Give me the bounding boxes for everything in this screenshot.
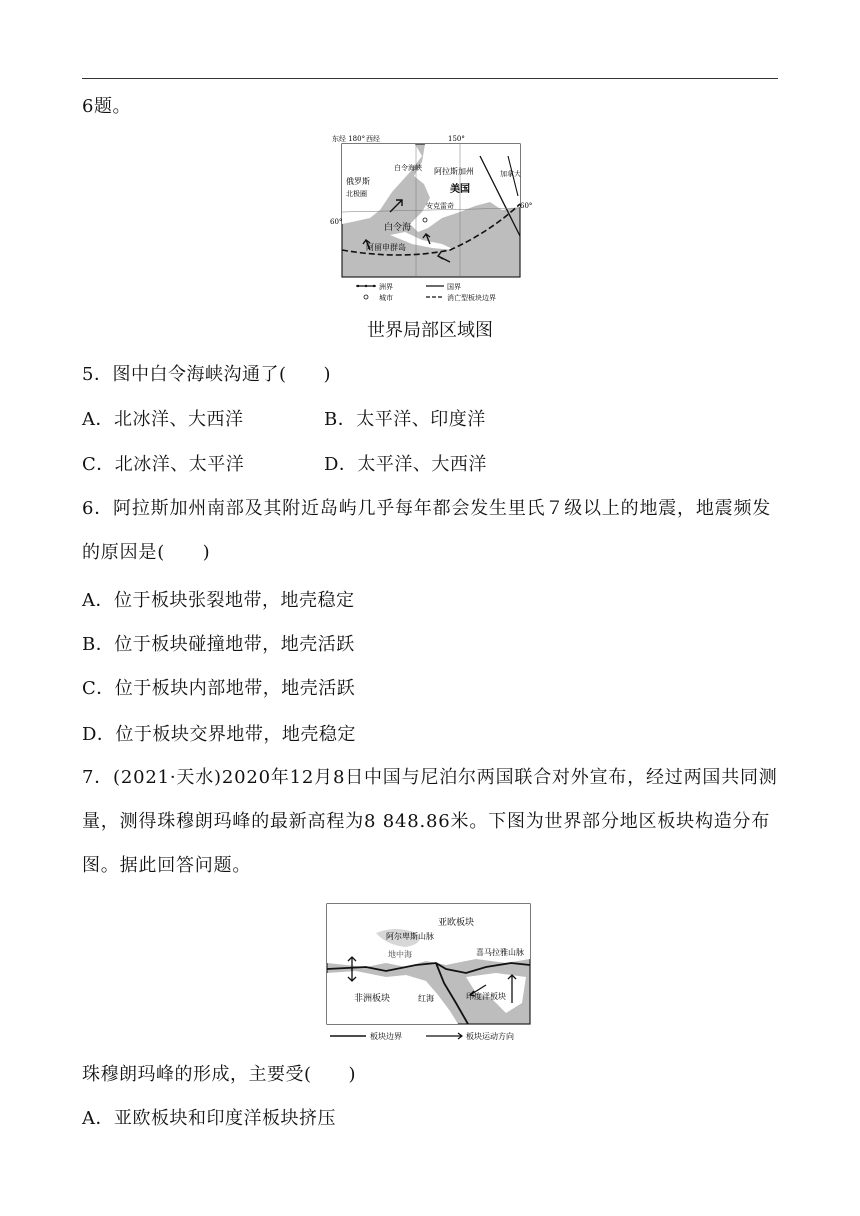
map1-legend-city: 城市: [379, 294, 393, 302]
map1-legend: [356, 282, 496, 302]
q7-stem: 7．(2021·天水)2020年12月8日中国与尼泊尔两国联合对外宣布，经过两国共同测量，测得珠穆朗玛峰的最新高程为8 848.86米。下图为世界部分地区板块构造分布图。据此回答问题。: [82, 767, 778, 876]
map2-indian-ocean-plate: 印度洋板块: [466, 992, 506, 1001]
map1-lat-left: 60°: [330, 218, 343, 226]
q6-option-c: C．位于板块内部地带，地壳活跃: [82, 678, 356, 699]
map1-bering-strait: 白令海峡: [394, 164, 422, 172]
map2-legend-boundary: 板块边界: [370, 1032, 402, 1041]
map2-legend-motion: 板块运动方向: [466, 1032, 514, 1041]
map1-caption: 世界局部区域图: [367, 320, 493, 341]
q6-stem: 6．阿拉斯加州南部及其附近岛屿几乎每年都会发生里氏７级以上的地震，地震频发的原因是( ): [82, 498, 772, 563]
map1-legend-boundary: 消亡型板块边界: [447, 294, 496, 302]
map1-legend-national: 国界: [447, 283, 461, 291]
map2-mediterranean: 地中海: [388, 950, 412, 959]
map1-lon-180: 东经 180°: [332, 135, 366, 143]
map1-bering-sea: 白令海: [384, 223, 412, 233]
map1-aleutian: 阿留申群岛: [366, 243, 406, 252]
q5-option-c: C．北冰洋、太平洋: [82, 454, 245, 475]
map2-alps: 阿尔卑斯山脉: [386, 932, 434, 941]
map2-african-plate: 非洲板块: [354, 994, 391, 1004]
q7-option-a: A．亚欧板块和印度洋板块挤压: [82, 1108, 336, 1129]
plate-tectonics-map: [326, 903, 536, 1045]
map2-eurasian-plate: 亚欧板块: [438, 918, 475, 928]
q6-option-b: B．位于板块碰撞地带，地壳活跃: [82, 634, 355, 655]
q6-option-a: A．位于板块张裂地带，地壳稳定: [82, 590, 355, 611]
map1-anchorage: 安克雷奇: [426, 202, 454, 210]
map2-himalaya: 喜马拉雅山脉: [476, 948, 524, 957]
q5-option-b: B．太平洋、印度洋: [324, 409, 486, 430]
q7-sub-stem: 珠穆朗玛峰的形成，主要受( ): [82, 1064, 357, 1085]
map2-legend: [330, 1031, 514, 1041]
map1-lat-right: 60°: [520, 202, 533, 210]
q5-option-d: D．太平洋、大西洋: [324, 454, 487, 475]
map1-lon-west: 西经: [366, 135, 380, 143]
map1-canada: 加拿大: [500, 170, 521, 178]
map1-legend-continent: 洲界: [379, 283, 393, 291]
map1-russia: 俄罗斯: [346, 177, 370, 186]
map1-arctic-circle: 北极圈: [346, 190, 367, 198]
map1-city-anchorage: [423, 218, 427, 222]
bering-region-map: [330, 132, 533, 304]
map1-usa: 美国: [450, 184, 470, 195]
q5-option-a: A．北冰洋、大西洋: [82, 409, 244, 430]
map1-lon-150: 150°: [448, 135, 465, 143]
map1-alaska: 阿拉斯加州: [434, 167, 474, 176]
q5-stem: 5．图中白令海峡沟通了( ): [82, 364, 331, 385]
q6-option-d: D．位于板块交界地带，地壳稳定: [82, 724, 356, 745]
header-rule: [82, 78, 778, 79]
map2-red-sea: 红海: [418, 994, 434, 1003]
intro-text: 6题。: [82, 96, 131, 117]
